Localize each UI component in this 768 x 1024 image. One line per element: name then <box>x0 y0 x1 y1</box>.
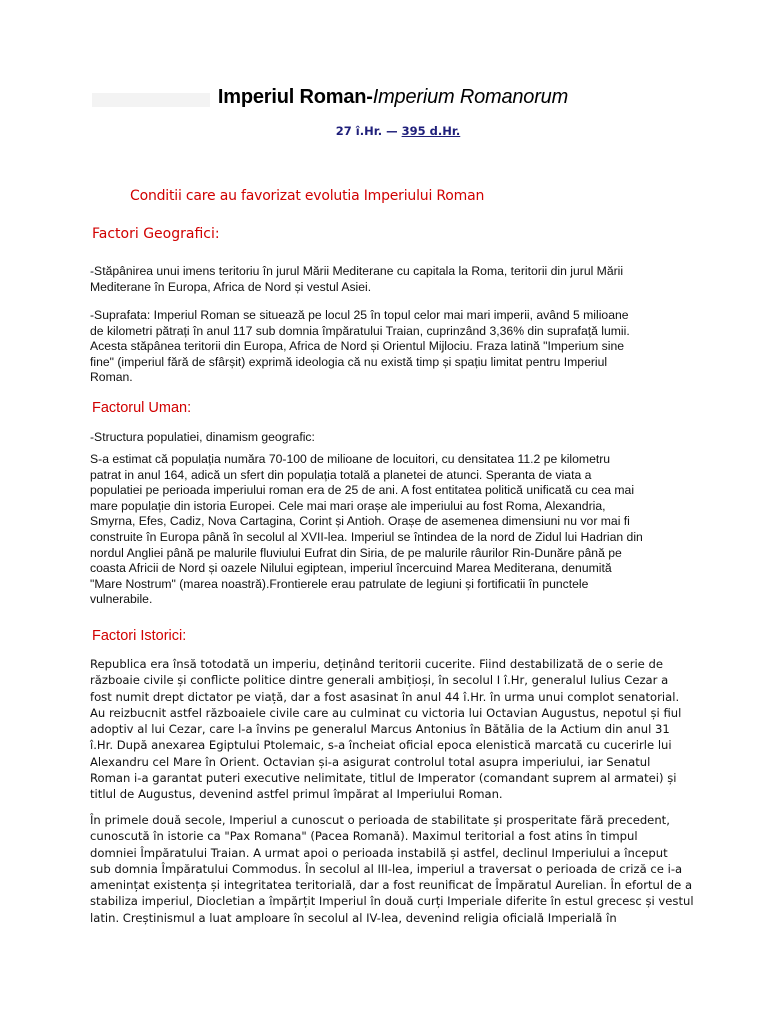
text-line: Au reizbucnit astfel războaiele civile care au culminat cu victoria lui Octavian Augustus, nepotul și fiul <box>90 705 682 720</box>
text-line: stabiliza imperiul, Diocletian a împărțit Imperiul în două curți Imperiale diferite în estul grecesc și vestul <box>90 894 694 909</box>
text-line: Acesta stăpânea teritorii din Europa, Africa de Nord și Orientul Mijlociu. Fraza latină "Imperium sine <box>90 339 625 354</box>
text-line: -Suprafata: Imperiul Roman se situează pe locul 25 în topul celor mai mari imperii, având 5 milioane <box>90 308 629 322</box>
section-heading-uman: Factorul Uman: <box>92 400 192 416</box>
text-line: Smyrna, Efes, Cadiz, Nova Cartagina, Corint și Antioh. Orașe de asemenea dimensiuni nu vor mai fi <box>90 514 630 529</box>
text-line: mare populație din istoria Europei. Cele mai mari orașe ale imperiului au fost Roma, Alexandria, <box>90 498 606 513</box>
text-line: cunoscută în istorie ca "Pax Romana" (Pacea Romană). Maximul teritorial a fost atins în timpul <box>90 829 638 844</box>
text-line: latin. Creștinismul a luat amploare în secolul al IV-lea, devenind religia oficială Imperială în <box>90 910 617 925</box>
text-line: fost numit drept dictator pe viață, dar a fost asasinat în anul 44 î.Hr. în urma unui complot senatorial. <box>90 689 680 704</box>
text-line: războaie civile și conflicte politice dintre generali ambițioși, în secolul I î.Hr, generalul Iulius Cezar a <box>90 673 669 688</box>
text-line: "Mare Nostrum" (marea noastră).Frontierele erau patrulate de legiuni și fortificatii în punctele <box>90 576 589 591</box>
text-line: Roman i-a garantat puteri executive nelimitate, titlul de Imperator (comandant suprem al armatei) și <box>90 771 677 786</box>
text-line: -Structura populatiei, dinamism geografic: <box>90 430 315 444</box>
section-heading-istorici: Factori Istorici: <box>92 628 187 644</box>
text-line: construite în Europa până în secolul al XVII-lea. Imperiul se întindea de la nord de Zidul lui Hadrian din <box>90 529 643 544</box>
text-line: titlul de Augustus, devenind astfel primul împărat al Imperiului Roman. <box>90 787 503 802</box>
text-line: patrat in anul 164, adică un sfert din populația totală a planetei de atunci. Speranta de viata a <box>90 467 592 482</box>
paragraph-geo-1 <box>90 264 690 295</box>
paragraph-uman-1 <box>90 430 690 446</box>
date-range <box>0 124 768 138</box>
text-line: Roman. <box>90 370 133 385</box>
main-heading: Conditii care au favorizat evolutia Imperiului Roman <box>130 188 485 204</box>
section-heading-geografici: Factori Geografici: <box>92 226 220 242</box>
text-line: vulnerabile. <box>90 592 153 607</box>
text-line: î.Hr. După anexarea Egiptului Ptolemaic, s-a încheiat oficial epoca elenistică marcată cu cucerirle lui <box>90 738 672 753</box>
text-line: În primele două secole, Imperiul a cunoscut o perioada de stabilitate și prosperitate fără precedent, <box>90 813 670 827</box>
text-line: nordul Angliei până pe malurile fluviului Eufrat din Siria, de pe malurile râurilor Rin-Dunăre până pe <box>90 545 622 560</box>
text-line: -Stăpânirea unui imens teritoriu în jurul Mării Mediterane cu capitala la Roma, teritorii din jurul Mării <box>90 264 624 278</box>
paragraph-istoric-2 <box>90 812 694 926</box>
title-main: Imperiul Roman- <box>217 86 373 108</box>
paragraph-geo-2 <box>90 308 690 386</box>
text-line: Republica era însă totodată un imperiu, deținând teritorii cucerite. Fiind destabilizată de o serie de <box>90 657 663 671</box>
date-start: 27 î.Hr. — <box>335 124 402 138</box>
text-line: Mediterane în Europa, Africa de Nord și vestul Asiei. <box>90 279 372 294</box>
paragraph-istoric-1 <box>90 656 690 803</box>
text-line: sub domnia Împăratului Commodus. În secolul al III-lea, imperiul a traversat o perioada de criză ce i-a <box>90 861 683 876</box>
text-line: Alexandru cel Mare în Orient. Octavian și-a asigurat controlul total asupra imperiului, iar Senatul <box>90 754 651 769</box>
text-line: fine" (imperiul fără de sfârșit) exprimă ideologia că nu există timp și spațiu limitat pentru Imperiul <box>90 354 608 369</box>
text-line: de kilometri pătrați în anul 117 sub domnia împăratului Traian, cuprinzând 3,36% din suprafață lumii. <box>90 323 630 338</box>
text-line: adoptiv al lui Cezar, care l-a învins pe generalul Marcus Antonius în Bătălia de la Actium din anul 31 <box>90 722 670 737</box>
text-line: S-a estimat că populația număra 70-100 de milioane de locuitori, cu densitatea 11.2 pe kilometru <box>90 452 611 466</box>
text-line: coasta Africii de Nord și oazele Nilului egiptean, imperiul încercuind Marea Mediterana, denumită <box>90 561 612 576</box>
page-title <box>0 86 768 109</box>
paragraph-uman-2 <box>90 452 690 608</box>
title-latin: Imperium Romanorum <box>372 86 569 108</box>
date-end-link[interactable]: 395 d.Hr. <box>401 124 461 138</box>
text-line: amenințat existența și integritatea teritorială, dar a fost reunificat de Împăratul Aurelian. În efortul de a <box>90 878 693 893</box>
text-line: populatiei pe perioada imperiului roman era de 25 de ani. A fost entitatea politică unificată cu cea mai <box>90 483 635 498</box>
text-line: domniei Împăratului Traian. A urmat apoi o perioada instabilă și astfel, declinul Imperiului a început <box>90 845 668 860</box>
